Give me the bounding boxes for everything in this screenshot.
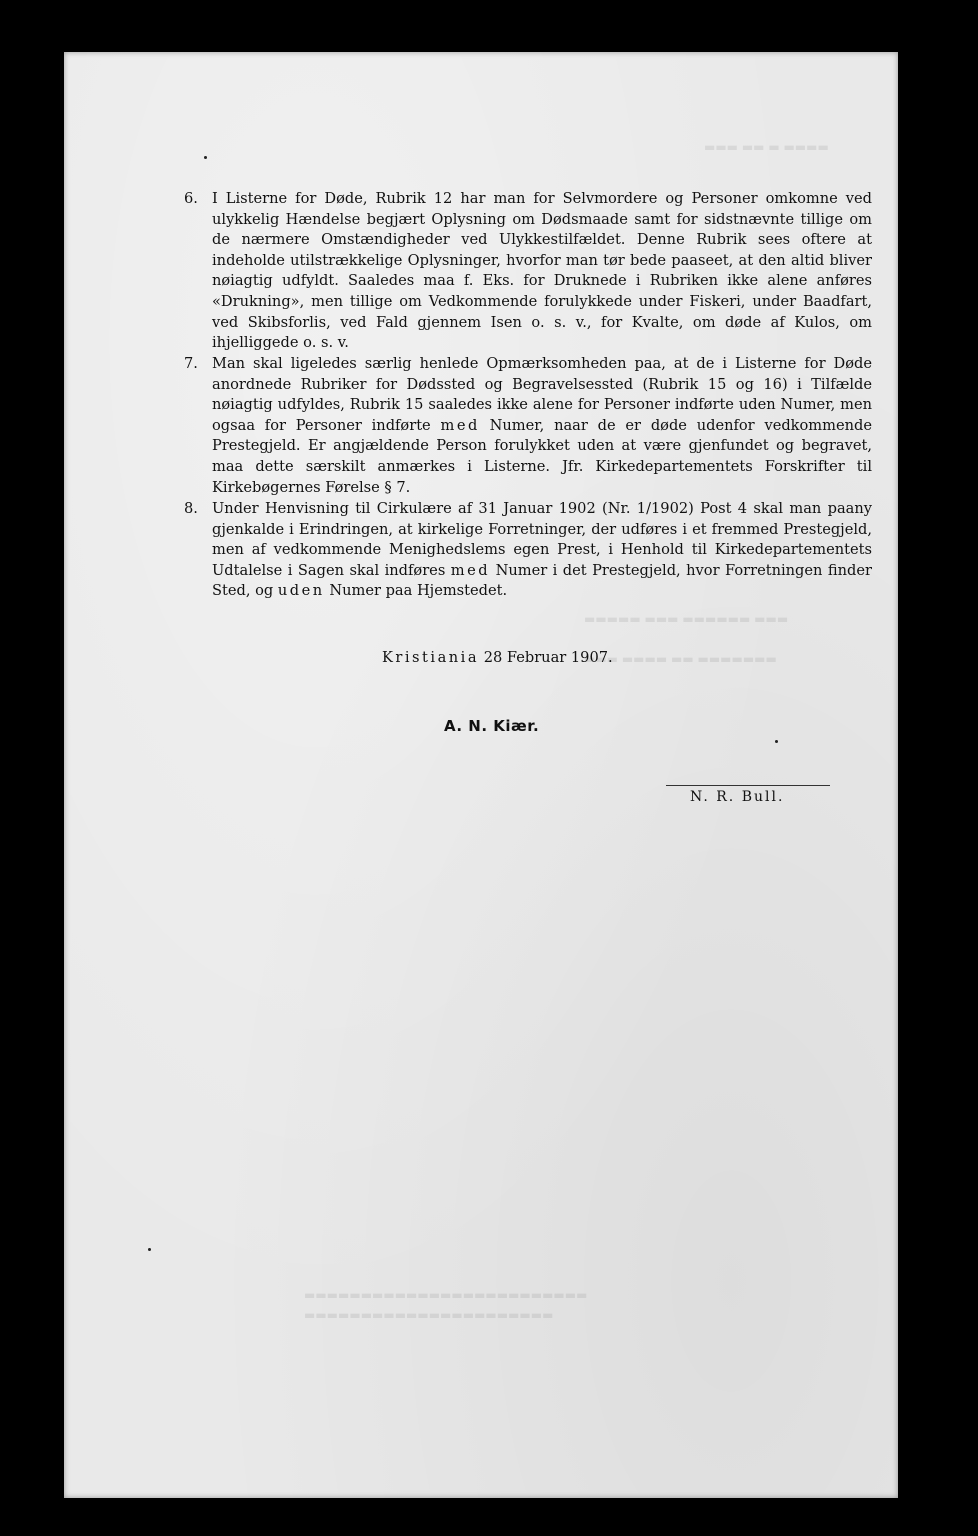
item-number: 8. [184,500,198,517]
date: 28 Februar 1907. [483,649,613,666]
document-page [64,52,898,1498]
ink-speck [204,156,207,159]
signature-secondary: N. R. Bull. [690,789,785,805]
list-item-7 [184,354,872,498]
item-number: 6. [184,190,198,207]
item-text: Under Henvisning til Cirkulære af 31 Januar 1902 (Nr. 1/1902) Post 4 skal man paany gjenkalde i Erindringen, at kirkelige Forretninger, der udføres i et fremmed Prestegjeld, men af vedkommende Menighedslems egen Prest, i Henhold til Kirkedepartementets Udtalelse i Sagen skal indføres [212,500,872,579]
item-text: I Listerne for Døde, Rubrik 12 har man for Selvmordere og Personer omkomne ved ulykkelig Hændelse begjært Oplysning om Dødsmaade samt for sidstnævnte tillige om de nærmere Omstændigheder ved Ulykkestilfældet. Denne Rubrik sees oftere at indeholde utilstrækkelige Oplysninger, hvorfor man tør bede paaseet, at den altid bliver nøiagtig udfyldt. Saaledes maa f. Eks. for Druknede i Rubriken ikke alene anføres «Drukning», men tillige om Vedkommende forulykkede under Fiskeri, under Baadfart, ved Skibsforlis, ved Fald gjennem Isen o. s. v., for Kvalte, om døde af Kulos, om ihjelliggede o. s. v. [212,190,872,352]
bleed-through-texture: ▬▬▬▬▬ ▬▬▬ ▬▬▬▬▬▬ ▬▬▬ [584,612,789,626]
emphasis-spaced: uden [277,582,325,600]
place-and-date [382,649,613,666]
emphasis-spaced: med [440,416,480,434]
signature-rule [666,785,830,786]
emphasis-spaced: med [450,561,491,579]
item-number: 7. [184,355,198,372]
place: Kristiania [382,649,480,666]
item-text: Numer, naar de er døde udenfor vedkommende Prestegjeld. Er angjældende Person forulykket uden at være gjenfundet og begravet, maa dette særskilt anmærkes i Listerne. Jfr. Kirkedepartementets Forskrifter til Kirkebøgernes Førelse § 7. [212,416,872,496]
signature-primary: A. N. Kiær. [444,717,540,735]
item-text: Numer i det Prestegjeld, hvor Forretningen finder Sted, og [212,561,872,600]
item-text: Numer paa Hjemstedet. [329,582,508,600]
item-text: Man skal ligeledes særlig henlede Opmærksomheden paa, at de i Listerne for Døde anordnede Rubriker for Dødssted og Begravelsessted (Rubrik 15 og 16) i Tilfælde nøiagtig udfyldes, Rubrik 15 saaledes ikke alene for Personer indførte uden Numer, men ogsaa for Personer indførte [212,355,872,434]
list-item-6 [184,189,872,354]
ink-speck [775,740,778,743]
bleed-through-texture: ▬▬▬ ▬▬ ▬ ▬▬▬▬ [704,140,829,154]
list-item-8 [184,499,872,602]
bleed-through-texture: ▬▬▬ ▬▬▬▬ ▬▬ ▬▬▬▬▬▬▬ [584,652,777,666]
bleed-through-texture: ▬▬▬▬▬▬▬▬▬▬▬▬▬▬▬▬▬▬▬▬▬▬▬▬▬ [304,1288,588,1302]
ink-speck [148,1248,151,1251]
bleed-through-texture: ▬▬▬▬▬▬▬▬▬▬▬▬▬▬▬▬▬▬▬▬▬▬ [304,1308,554,1322]
